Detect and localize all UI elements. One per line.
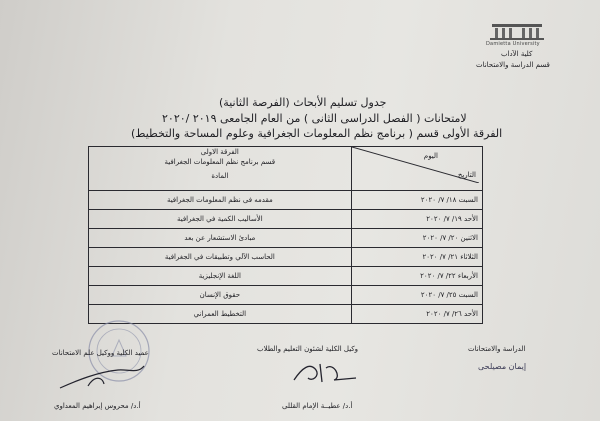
subject-cell: مبادئ الاستشعار عن بعد — [89, 228, 352, 247]
header-subject-cell — [89, 147, 352, 191]
table-row — [89, 285, 483, 304]
table-row — [89, 190, 483, 209]
table-row — [89, 266, 483, 285]
dean-name: أ.د/ محروس إبراهيم المعداوي — [54, 402, 141, 410]
subject-cell: اللغة الإنجليزية — [89, 266, 352, 285]
exam-term-line: لامتحانات ( الفصل الدراسى الثانى ) من العام الجامعى ٢٠١٩ /٢٠٢٠ — [162, 112, 467, 125]
schedule-table — [88, 146, 483, 324]
date-cell: الاثنين ٢٠/ ٧/ ٢٠٢٠ — [351, 228, 482, 247]
date-cell: الأحد ٢٦/ ٧/ ٢٠٢٠ — [351, 304, 482, 323]
date-cell: السبت ١٨/ ٧/ ٢٠٢٠ — [351, 190, 482, 209]
document-title: جدول تسليم الأبحاث (الفرصة الثانية) — [219, 96, 387, 109]
vice-dean-signature-icon — [290, 358, 360, 386]
date-cell: السبت ٢٥/ ٧/ ٢٠٢٠ — [351, 285, 482, 304]
faculty-name: كلية الآداب — [501, 50, 533, 58]
header-group-line2: قسم برنامج نظم المعلومات الجغرافية — [164, 158, 276, 166]
table-row — [89, 209, 483, 228]
date-cell: الثلاثاء ٢١/ ٧/ ٢٠٢٠ — [351, 247, 482, 266]
exams-signatory-name: إيمان مصيلحى — [478, 362, 527, 371]
dean-signature-icon — [58, 362, 148, 392]
date-cell: الأحد ١٩/ ٧/ ٢٠٢٠ — [351, 209, 482, 228]
subject-cell: التخطيط العمراني — [89, 304, 352, 323]
header-subject-label: المادة — [211, 172, 229, 180]
header-group-line1: الفرقة الاولى — [200, 148, 239, 156]
table-row — [89, 247, 483, 266]
subject-cell: حقوق الإنسان — [89, 285, 352, 304]
subject-cell: الحاسب الآلي وتطبيقات في الجغرافية — [89, 247, 352, 266]
table-header-row — [89, 147, 483, 191]
header-date-label: التاريخ — [457, 171, 476, 179]
date-cell: الأربعاء ٢٢/ ٧/ ٢٠٢٠ — [351, 266, 482, 285]
vice-dean-name: أ.د/ عطيــة الإمام القللى — [282, 402, 353, 410]
program-line: الفرقة الأولى قسم ( برنامج نظم المعلومات الجغرافية وعلوم المساحة والتخطيط) — [131, 127, 503, 140]
university-logo — [486, 20, 548, 54]
exams-title: الدراسة والامتحانات — [468, 345, 526, 353]
department-name: قسم الدراسة والامتحانات — [476, 61, 550, 69]
header-day-date-cell — [351, 147, 482, 191]
subject-cell: مقدمه فى نظم المعلومات الجغرافية — [89, 190, 352, 209]
dean-title: عميد الكلية ووكيل علم الامتحانات — [52, 349, 149, 357]
subject-cell: الأساليب الكمية في الجغرافية — [89, 209, 352, 228]
vice-dean-title: وكيل الكلية لشئون التعليم والطلاب — [257, 345, 359, 353]
table-row — [89, 228, 483, 247]
university-name-en: Damietta University — [486, 41, 540, 47]
header-day-label: اليوم — [423, 152, 438, 160]
